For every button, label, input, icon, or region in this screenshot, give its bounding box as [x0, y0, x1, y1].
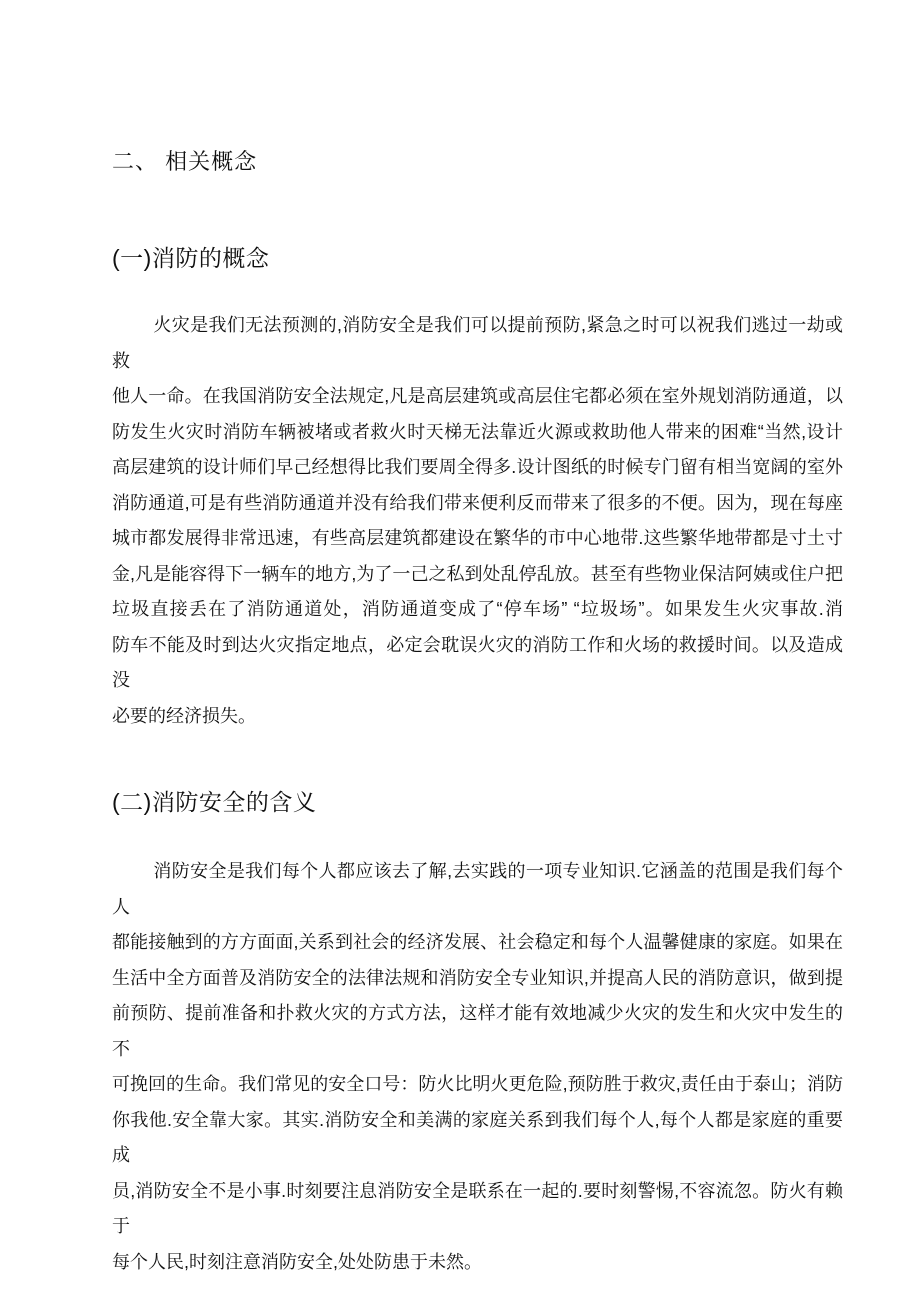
paragraph-line: 垃圾直接丢在了消防通道处，消防通道变成了“停车场” “垃圾场”。如果发生火灾事故.消 — [112, 599, 843, 619]
paragraph-line: 防发生火灾时消防车辆被堵或者救火时天梯无法靠近火源或救助他人带来的困难“当然,设计 — [112, 421, 843, 442]
subsection-heading-fire-safety-meaning: (二)消防安全的含义 — [112, 789, 317, 815]
paragraph-line: 前预防、提前准备和扑救火灾的方式方法，这样才能有效地减少火灾的发生和火灾中发生的不 — [112, 1003, 843, 1059]
paragraph-line: 火灾是我们无法预测的,消防安全是我们可以提前预防,紧急之时可以祝我们逃过一劫或救 — [112, 315, 843, 371]
paragraph-line: 可挽回的生命。我们常见的安全口号：防火比明火更危险,预防胜于救灾,责任由于泰山；消防 — [112, 1074, 843, 1094]
paragraph-line: 员,消防安全不是小事.时刻要注息消防安全是联系在一起的.要时刻警惕,不容流忽。防火有赖于 — [112, 1180, 843, 1236]
paragraph-line: 每个人民,时刻注意消防安全,处处防患于未然。 — [112, 1251, 482, 1272]
paragraph-line: 消防通道,可是有些消防通道并没有给我们带来便利反而带来了很多的不便。因为，现在每座 — [112, 492, 843, 513]
main-heading: 二、 相关概念 — [112, 149, 258, 174]
paragraph-line: 城市都发展得非常迅速，有些高层建筑都建设在繁华的市中心地带.这些繁华地带都是寸土寸 — [112, 528, 843, 548]
paragraph-fire-safety-meaning — [112, 854, 843, 1280]
paragraph-line: 金,凡是能容得下一辆车的地方,为了一己之私到处乱停乱放。甚至有些物业保洁阿姨或住户把 — [112, 563, 843, 584]
paragraph-line: 必要的经济损失。 — [112, 705, 256, 726]
paragraph-line: 都能接触到的方方面面,关系到社会的经济发展、社会稳定和每个人温馨健康的家庭。如果在 — [112, 932, 843, 952]
paragraph-line: 生活中全方面普及消防安全的法律法规和消防安全专业知识,并提高人民的消防意识，做到提 — [112, 967, 843, 988]
paragraph-line: 他人一命。在我国消防安全法规定,凡是高层建筑或高层住宅都必须在室外规划消防通道，以 — [112, 386, 843, 406]
paragraph-line: 防车不能及时到达火灾指定地点，必定会耽误火灾的消防工作和火场的救援时间。以及造成没 — [112, 634, 843, 690]
paragraph-fire-concept — [112, 308, 843, 734]
subsection-heading-fire-concept: (一)消防的概念 — [112, 245, 270, 271]
paragraph-line: 高层建筑的设计师们早己经想得比我们要周全得多.设计图纸的时候专门留有相当宽阔的室外 — [112, 457, 843, 477]
paragraph-line: 消防安全是我们每个人都应该去了解,去实践的一项专业知识.它涵盖的范围是我们每个人 — [112, 861, 843, 917]
paragraph-line: 你我他.安全靠大家。其实.消防安全和美满的家庭关系到我们每个人,每个人都是家庭的重要成 — [112, 1109, 843, 1165]
